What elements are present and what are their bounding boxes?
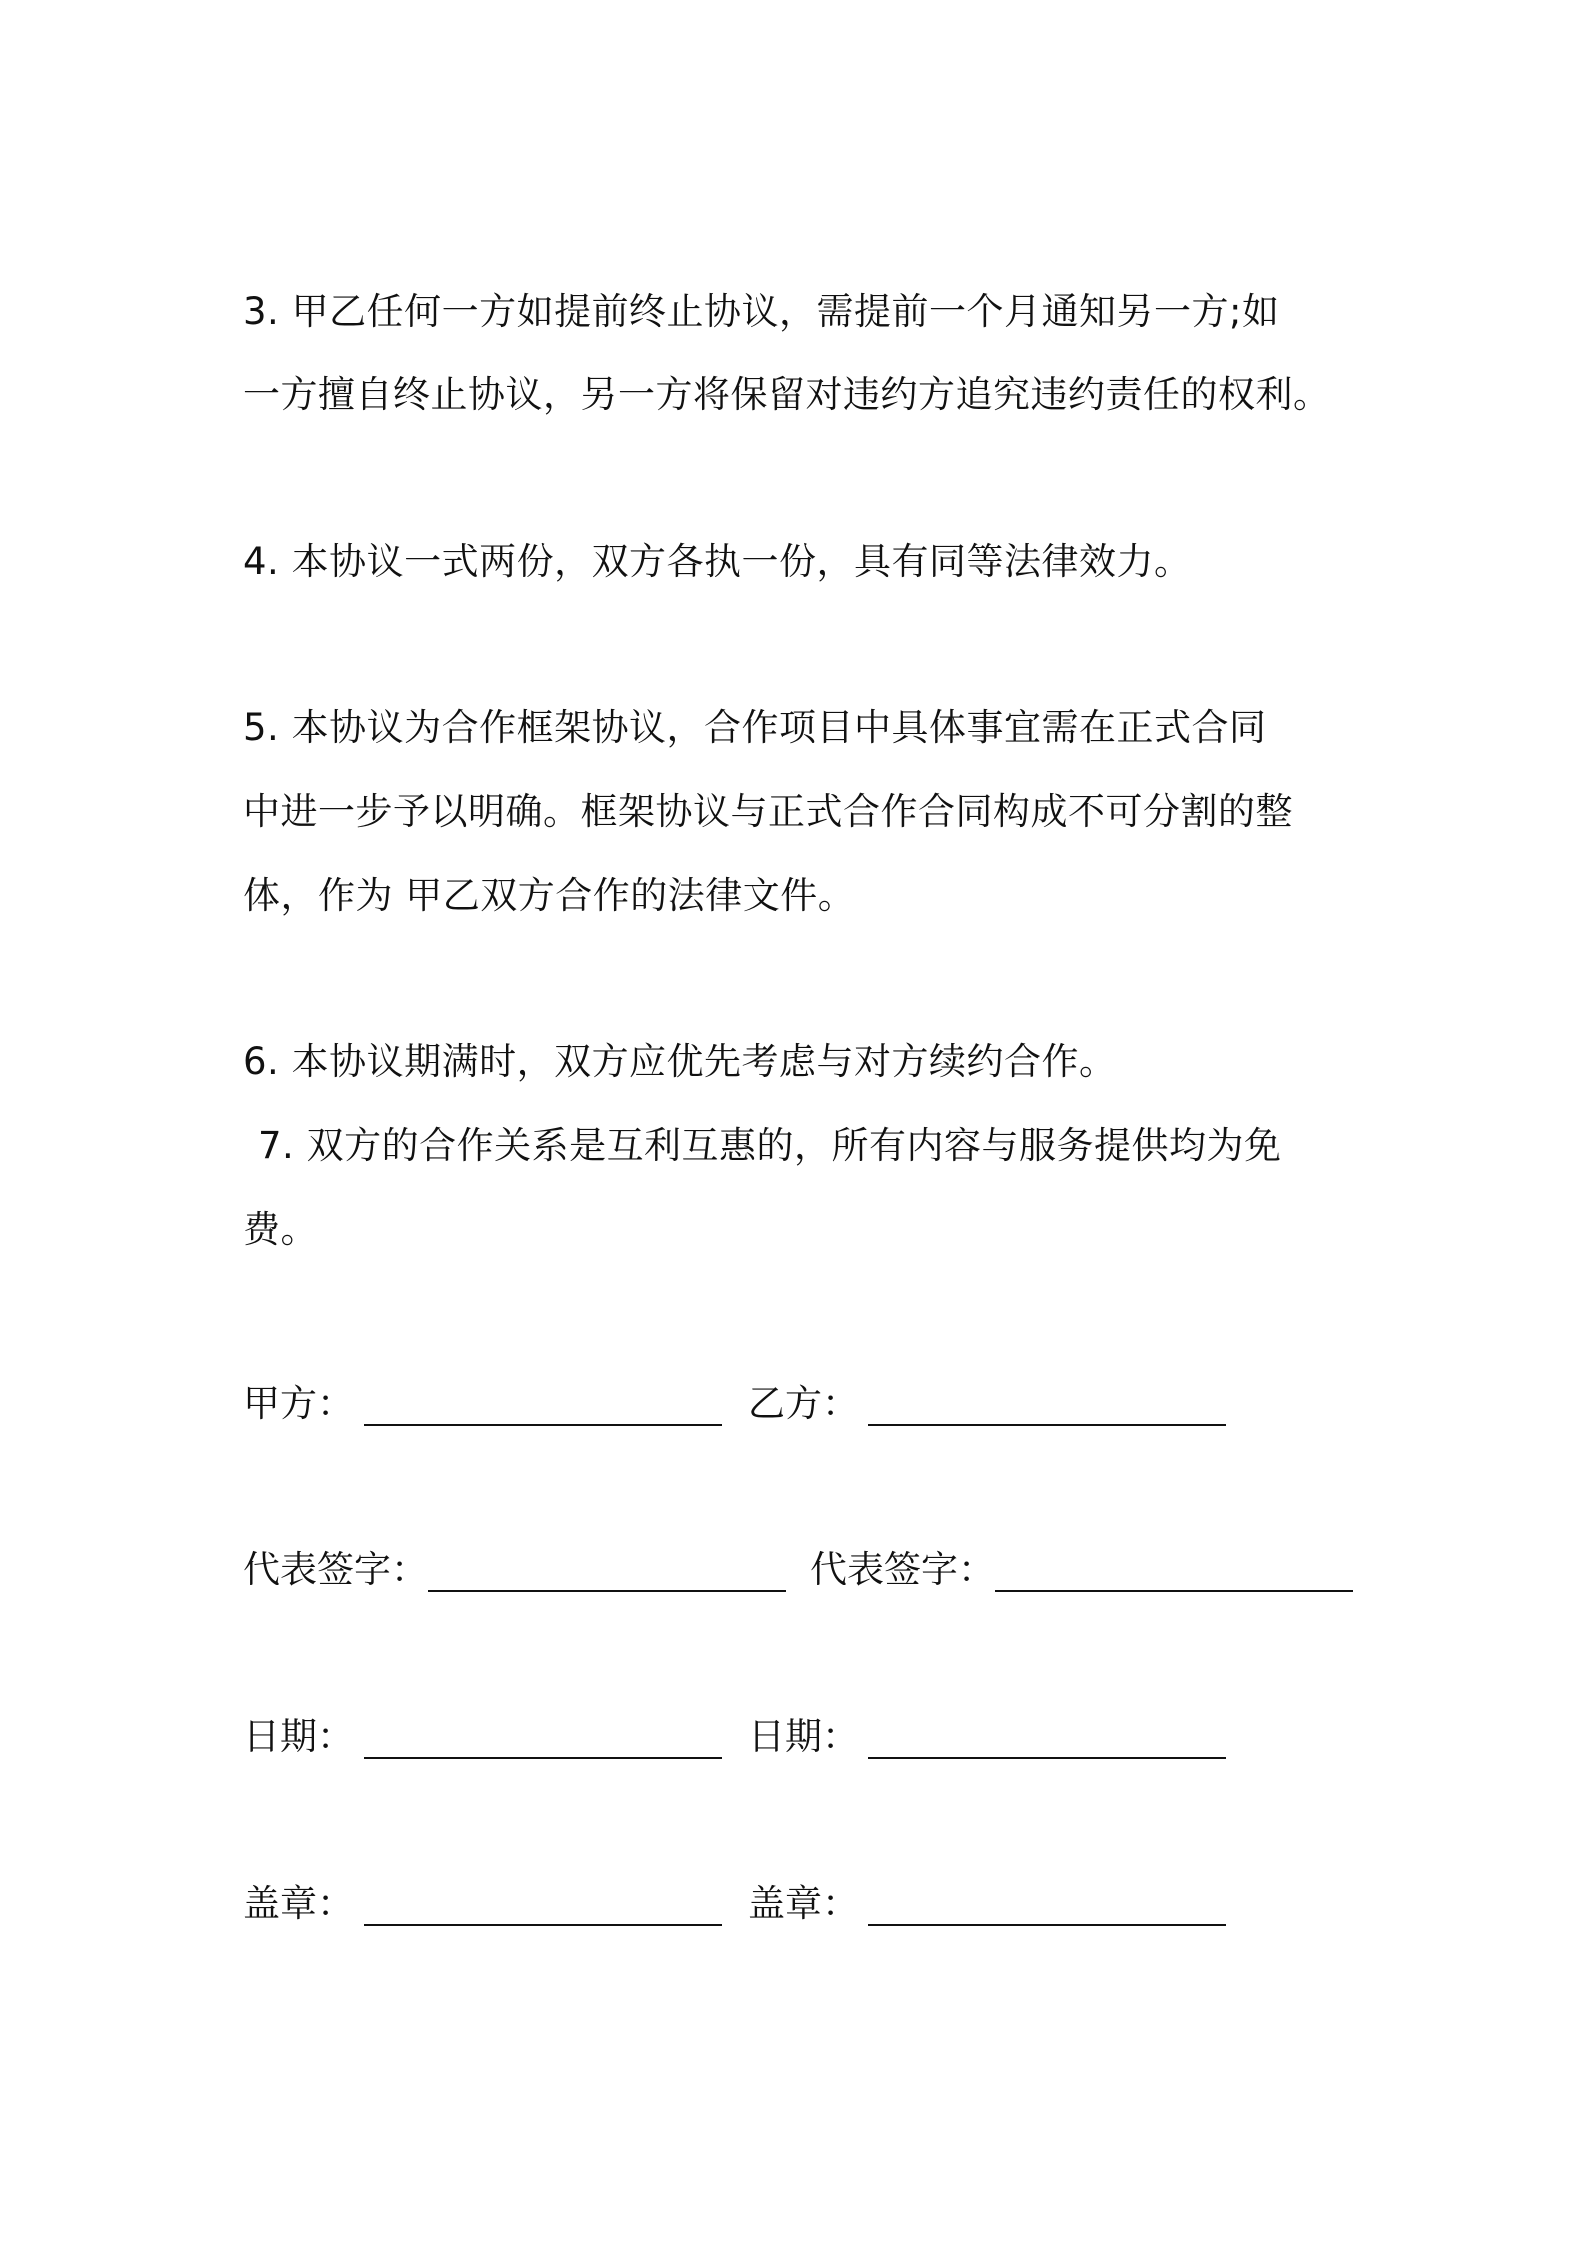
clause-7-line-1: 7. 双方的合作关系是互利互惠的，所有内容与服务提供均为免 — [258, 1124, 1282, 1167]
rep-a-label: 代表签字： — [243, 1548, 428, 1591]
date-b-blank[interactable] — [868, 1757, 1226, 1759]
seal-b-blank[interactable] — [868, 1924, 1226, 1926]
clause-3-line-1: 3. 甲乙任何一方如提前终止协议，需提前一个月通知另一方;如 — [243, 290, 1280, 333]
clause-6-line-1: 6. 本协议期满时，双方应优先考虑与对方续约合作。 — [243, 1040, 1117, 1083]
clause-4-line-1: 4. 本协议一式两份，双方各执一份，具有同等法律效力。 — [243, 540, 1192, 583]
clause-7-line-2: 费。 — [243, 1208, 318, 1251]
clause-3-line-2: 一方擅自终止协议，另一方将保留对违约方追究违约责任的权利。 — [243, 373, 1331, 416]
party-b-blank[interactable] — [868, 1424, 1226, 1426]
date-a-label: 日期： — [243, 1715, 354, 1758]
seal-b-label: 盖章： — [748, 1882, 859, 1925]
clause-5-line-3: 体，作为 甲乙双方合作的法律文件。 — [243, 874, 856, 917]
seal-a-blank[interactable] — [364, 1924, 722, 1926]
rep-b-blank[interactable] — [995, 1590, 1353, 1592]
rep-a-blank[interactable] — [428, 1590, 786, 1592]
clause-5-line-1: 5. 本协议为合作框架协议，合作项目中具体事宜需在正式合同 — [243, 706, 1267, 749]
date-b-label: 日期： — [748, 1715, 859, 1758]
seal-a-label: 盖章： — [243, 1882, 354, 1925]
rep-b-label: 代表签字： — [810, 1548, 995, 1591]
party-a-label: 甲方： — [243, 1382, 354, 1425]
clause-5-line-2: 中进一步予以明确。框架协议与正式合作合同构成不可分割的整 — [243, 790, 1293, 833]
party-b-label: 乙方： — [748, 1382, 859, 1425]
party-a-blank[interactable] — [364, 1424, 722, 1426]
date-a-blank[interactable] — [364, 1757, 722, 1759]
